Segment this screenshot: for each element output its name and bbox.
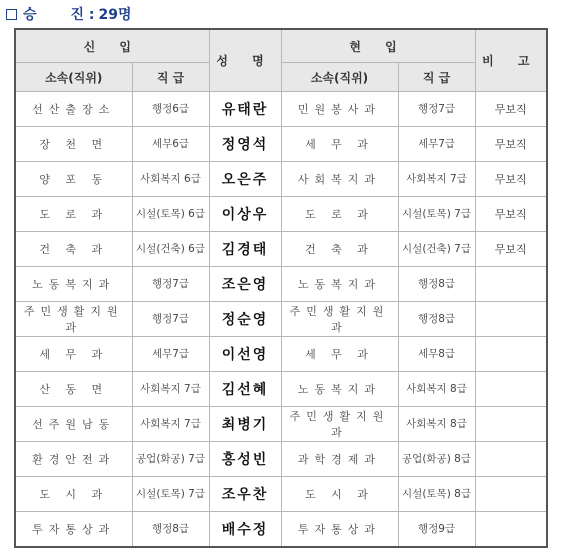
section-heading [6,4,132,24]
new-grade-cell: 시설(토목) 6급 [132,197,209,232]
table-row [15,197,547,232]
new-grade-cell: 사회복지 6급 [132,162,209,197]
cur-grade-cell: 행정8급 [398,302,475,337]
cur-dept-cell: 노동복지과 [281,372,398,407]
note-cell [475,442,547,477]
cur-dept-cell: 세 무 과 [281,127,398,162]
cur-grade-cell: 세무7급 [398,127,475,162]
note-cell: 무보직 [475,197,547,232]
header-cur-dept: 소속(직위) [281,63,398,92]
new-dept-cell: 환경안전과 [15,442,132,477]
new-grade-cell: 사회복지 7급 [132,407,209,442]
header-current-group: 현 입 [281,29,475,63]
new-dept-cell: 도 시 과 [15,477,132,512]
name-cell: 조우찬 [209,477,281,512]
heading-middle: 진 : [70,7,95,23]
cur-grade-cell: 사회복지 8급 [398,407,475,442]
note-cell: 무보직 [475,127,547,162]
table-row [15,162,547,197]
new-dept-cell: 양 포 동 [15,162,132,197]
table-row [15,512,547,548]
name-cell: 유태란 [209,92,281,127]
cur-dept-cell: 주민생활지원과 [281,407,398,442]
table-row [15,302,547,337]
heading-prefix: 승 [23,7,37,23]
new-dept-cell: 도 로 과 [15,197,132,232]
name-cell: 이선영 [209,337,281,372]
cur-grade-cell: 행정9급 [398,512,475,548]
new-grade-cell: 시설(건축) 6급 [132,232,209,267]
table-row [15,127,547,162]
cur-grade-cell: 시설(토목) 7급 [398,197,475,232]
note-cell [475,302,547,337]
name-cell: 홍성빈 [209,442,281,477]
note-cell: 무보직 [475,162,547,197]
cur-grade-cell: 행정8급 [398,267,475,302]
name-cell: 배수정 [209,512,281,548]
new-dept-cell: 주민생활지원과 [15,302,132,337]
table-row [15,337,547,372]
new-grade-cell: 행정6급 [132,92,209,127]
new-grade-cell: 행정8급 [132,512,209,548]
cur-dept-cell: 도 로 과 [281,197,398,232]
table-row [15,477,547,512]
name-cell: 김경태 [209,232,281,267]
name-cell: 이상우 [209,197,281,232]
cur-dept-cell: 건 축 과 [281,232,398,267]
header-new-group: 신 입 [15,29,209,63]
table-row [15,442,547,477]
table-row [15,92,547,127]
new-dept-cell: 세 무 과 [15,337,132,372]
table-row [15,267,547,302]
header-note: 비 고 [475,29,547,92]
header-new-grade: 직 급 [132,63,209,92]
note-cell [475,337,547,372]
name-cell: 정순영 [209,302,281,337]
table-row [15,372,547,407]
new-dept-cell: 산 동 면 [15,372,132,407]
name-cell: 오은주 [209,162,281,197]
header-new-dept: 소속(직위) [15,63,132,92]
cur-dept-cell: 주민생활지원과 [281,302,398,337]
name-cell: 정영석 [209,127,281,162]
heading-count: 29명 [98,7,132,23]
cur-dept-cell: 민원봉사과 [281,92,398,127]
note-cell [475,512,547,548]
note-cell: 무보직 [475,92,547,127]
note-cell [475,477,547,512]
cur-dept-cell: 세 무 과 [281,337,398,372]
checkbox-icon [6,9,17,20]
cur-dept-cell: 사회복지과 [281,162,398,197]
name-cell: 김선혜 [209,372,281,407]
promotion-table [14,28,548,548]
new-dept-cell: 건 축 과 [15,232,132,267]
new-grade-cell: 세무6급 [132,127,209,162]
cur-grade-cell: 세무8급 [398,337,475,372]
cur-grade-cell: 시설(건축) 7급 [398,232,475,267]
new-grade-cell: 사회복지 7급 [132,372,209,407]
cur-dept-cell: 투자통상과 [281,512,398,548]
header-name: 성 명 [209,29,281,92]
table-row [15,407,547,442]
cur-dept-cell: 노동복지과 [281,267,398,302]
new-grade-cell: 시설(토목) 7급 [132,477,209,512]
table-row [15,232,547,267]
note-cell: 무보직 [475,232,547,267]
note-cell [475,407,547,442]
note-cell [475,267,547,302]
new-dept-cell: 노동복지과 [15,267,132,302]
cur-grade-cell: 시설(토목) 8급 [398,477,475,512]
note-cell [475,372,547,407]
new-dept-cell: 장 천 면 [15,127,132,162]
new-dept-cell: 선산출장소 [15,92,132,127]
new-dept-cell: 투자통상과 [15,512,132,548]
header-cur-grade: 직 급 [398,63,475,92]
new-grade-cell: 공업(화공) 7급 [132,442,209,477]
new-grade-cell: 행정7급 [132,267,209,302]
cur-grade-cell: 행정7급 [398,92,475,127]
name-cell: 최병기 [209,407,281,442]
cur-grade-cell: 공업(화공) 8급 [398,442,475,477]
cur-grade-cell: 사회복지 7급 [398,162,475,197]
new-grade-cell: 행정7급 [132,302,209,337]
cur-grade-cell: 사회복지 8급 [398,372,475,407]
cur-dept-cell: 과학경제과 [281,442,398,477]
name-cell: 조은영 [209,267,281,302]
new-grade-cell: 세무7급 [132,337,209,372]
new-dept-cell: 선주원남동 [15,407,132,442]
cur-dept-cell: 도 시 과 [281,477,398,512]
